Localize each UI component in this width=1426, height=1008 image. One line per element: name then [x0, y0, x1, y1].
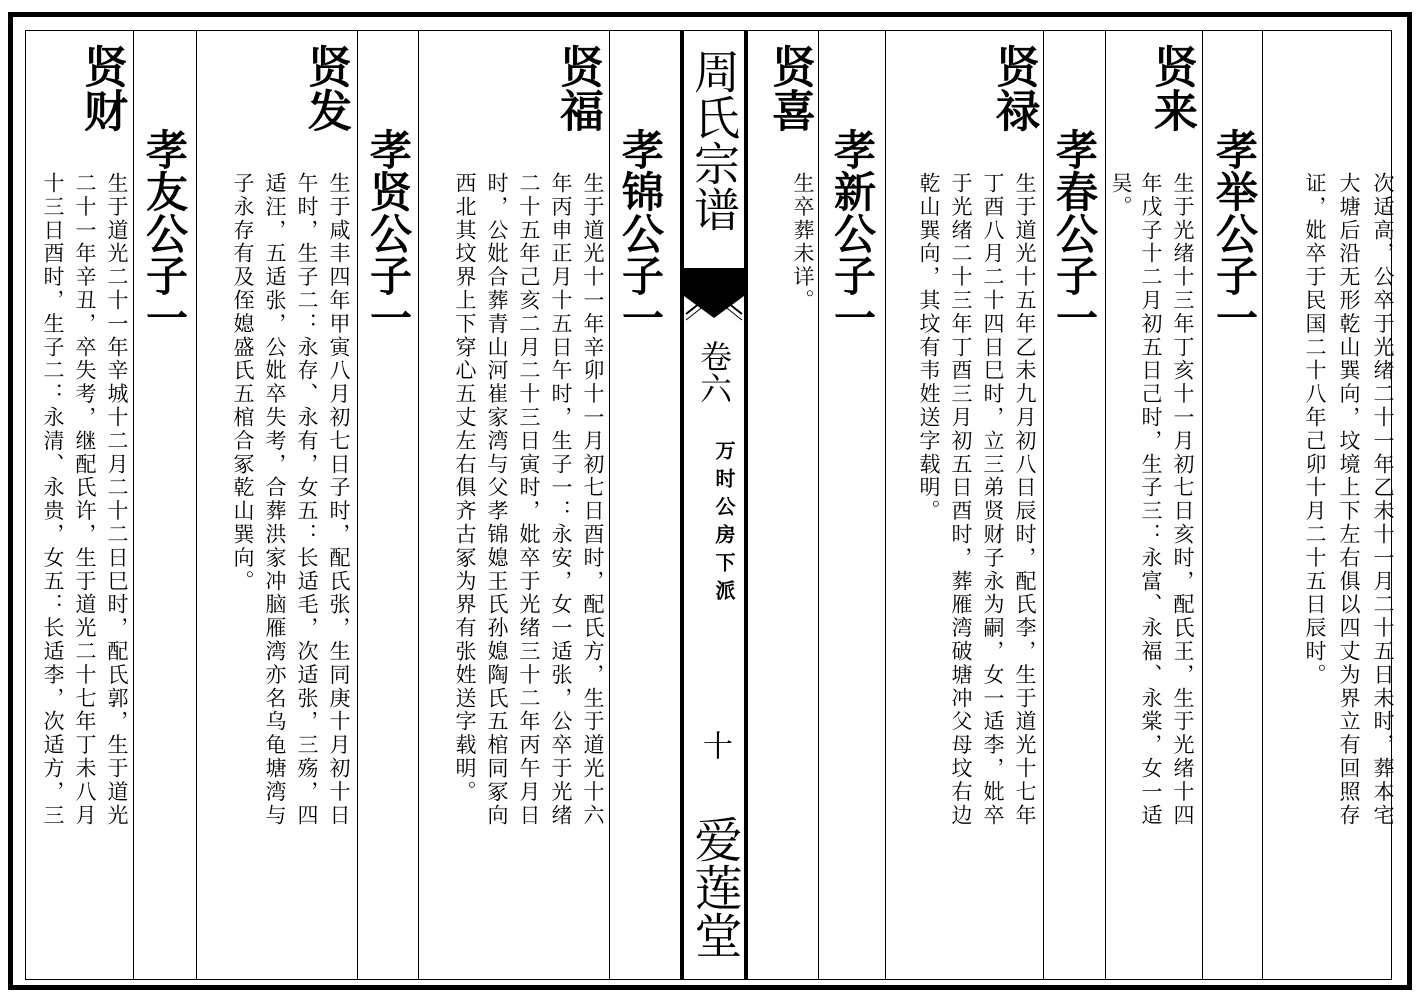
sub-heading: 孝贤公子一: [364, 128, 413, 338]
person-name: 贤财: [76, 44, 127, 132]
column-divider: [1043, 30, 1044, 980]
spine-right-rule: [744, 30, 748, 980]
entry-text-line: 生于道光十一年辛卯十一月初七日酉时，配氏方，生于道光十六: [581, 172, 605, 828]
volume-label: 卷六: [695, 340, 733, 404]
column-divider: [196, 30, 197, 980]
branch-label: 万时公房下派: [712, 440, 736, 608]
entry-text-line: 生于光绪十三年丁亥十一月初七日亥时，配氏王，生于光绪十四: [1171, 172, 1195, 828]
sub-heading: 孝新公子一: [828, 128, 877, 338]
entry-text-line: 生于咸丰四年甲寅八月初七日子时，配氏张，生同庚十月初十日: [327, 172, 351, 828]
page-number: 十: [697, 730, 732, 760]
entry-text-line: 生卒葬未详。: [791, 172, 815, 313]
entry-text-line: 吴。: [1109, 172, 1133, 219]
sub-heading: 孝友公子一: [140, 128, 189, 338]
entry-text-line: 年丙申正月十五日午时，生子一：永安，女一适张，公卒于光绪: [549, 172, 573, 828]
entry-text-line: 二十五年己亥二月二十三日寅时，妣卒于光绪三十二年丙午月日: [517, 172, 541, 828]
entry-text-line: 丁酉八月二十四日巳时，立三弟贤财子永为嗣，女一适李，妣卒: [981, 172, 1005, 828]
column-divider: [1202, 30, 1203, 980]
column-divider: [885, 30, 886, 980]
entry-text-line: 生于道光二十一年辛城十二月二十二日巳时，配氏郭，生于道光: [105, 172, 129, 828]
person-name: 贤福: [552, 44, 603, 132]
entry-text-line: 生于道光十五年乙未九月初八日辰时，配氏李，生于道光十七年: [1013, 172, 1037, 828]
intro-text-line: 证，妣卒于民国二十八年己卯十月二十五日辰时。: [1303, 172, 1327, 687]
entry-text-line: 时，公妣合葬青山河崔家湾与父孝锦媳王氏孙媳陶氏五棺同冢向: [485, 172, 509, 828]
column-divider: [418, 30, 419, 980]
hall-name: 爱莲堂: [686, 815, 742, 959]
intro-text-line: 次适高，公卒于光绪二十一年乙未十一月二十五日未时，葬本宅: [1371, 172, 1395, 828]
entry-text-line: 二十一年辛丑，卒失考，继配氏许，生于道光二十七年丁未八月: [73, 172, 97, 828]
person-name: 贤禄: [988, 44, 1039, 132]
entry-text-line: 西北其坟界上下穿心五丈左右俱齐古冢为界有张姓送字载明。: [453, 172, 477, 804]
person-name: 贤来: [1146, 44, 1197, 132]
sub-heading: 孝举公子一: [1210, 128, 1259, 338]
column-divider: [357, 30, 358, 980]
genealogy-title: 周氏宗谱: [687, 48, 741, 232]
person-name: 贤发: [300, 44, 351, 132]
person-name: 贤喜: [764, 44, 815, 132]
fishtail-ornament: [684, 268, 744, 338]
sub-heading: 孝锦公子一: [616, 128, 665, 338]
entry-text-line: 乾山巽向，其坟有韦姓送字载明。: [917, 172, 941, 523]
entry-text-line: 适汪，五适张，公妣卒失考，合葬洪家冲脑雁湾亦名乌龟塘湾与: [263, 172, 287, 828]
intro-text-line: 大塘后沿无形乾山巽向，坟境上下左右俱以四丈为界立有回照存: [1337, 172, 1361, 828]
entry-text-line: 年戊子十二月初五日己时，生子三：永富、永福、永棠，女一适: [1139, 172, 1163, 828]
entry-text-line: 于光绪二十三年丁酉三月初五日酉时，葬雁湾破塘冲父母坟右边: [949, 172, 973, 828]
entry-text-line: 十三日酉时，生子二：永清、永贵，女五：长适李，次适方，三: [41, 172, 65, 828]
entry-text-line: 子永存有及侄媳盛氏五棺合冢乾山巽向。: [231, 172, 255, 594]
column-divider: [1262, 30, 1263, 980]
sub-heading: 孝春公子一: [1050, 128, 1099, 338]
entry-text-line: 午时，生子二：永存、永有，女五：长适毛，次适张，三殇，四: [295, 172, 319, 828]
